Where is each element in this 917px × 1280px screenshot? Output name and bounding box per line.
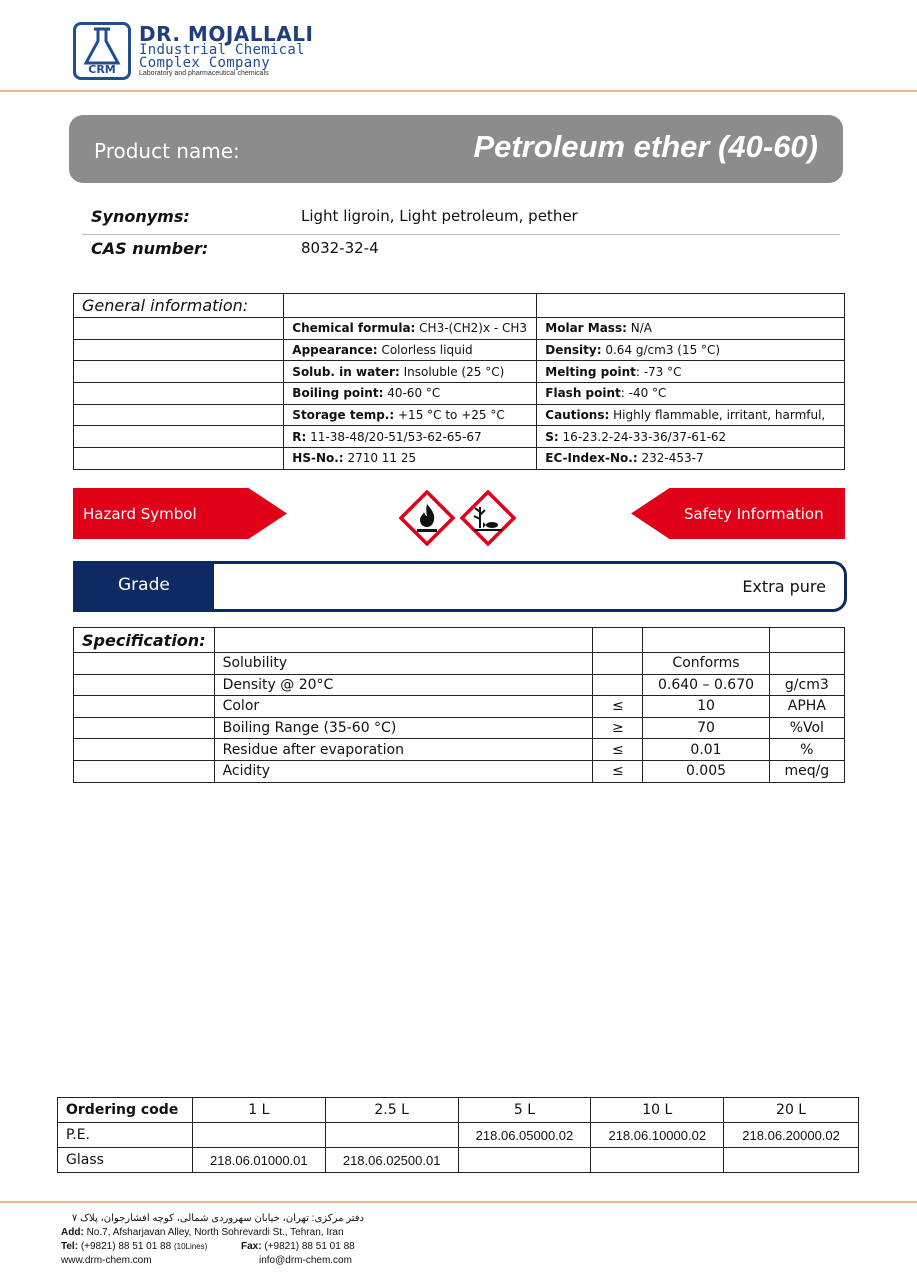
company-name-line1: Industrial Chemical [139,42,305,58]
table-row [74,383,845,405]
table-row [74,739,845,761]
spec-unit: meq/g [769,760,844,782]
specification-header: Specification: [74,628,215,653]
footer-email[interactable]: info@drm-chem.com [259,1255,352,1266]
table-row [74,628,845,653]
size-header: 20 L [724,1098,859,1123]
table-row [74,426,845,448]
size-header: 10 L [591,1098,724,1123]
footer-divider [0,1201,917,1203]
general-info-table [73,293,845,470]
spec-name: Residue after evaporation [214,739,593,761]
table-row [74,294,845,318]
spec-operator: ≤ [593,739,643,761]
cas-value: 8032-32-4 [301,239,379,257]
spec-value: 0.01 [643,739,769,761]
order-code [724,1148,859,1173]
general-cell: Solub. in water: Insoluble (25 °C) [284,361,537,383]
safety-information-label: Safety Information [684,505,824,523]
table-row [74,696,845,718]
general-cell: Cautions: Highly flammable, irritant, harmful, [537,404,845,426]
general-cell: Molar Mass: N/A [537,318,845,340]
svg-text:CRM: CRM [88,63,116,76]
general-cell: Boiling point: 40-60 °C [284,383,537,405]
spec-name: Solubility [214,653,593,675]
product-name-label: Product name: [94,139,240,163]
spec-operator [593,674,643,696]
spec-unit: % [769,739,844,761]
spec-name: Acidity [214,760,593,782]
spec-name: Boiling Range (35-60 °C) [214,717,593,739]
spec-value: 0.005 [643,760,769,782]
package-type: Glass [58,1148,193,1173]
company-tagline: Laboratory and pharmaceutical chemicals [139,70,269,77]
general-cell: EC-Index-No.: 232-453-7 [537,448,845,470]
package-type: P.E. [58,1123,193,1148]
table-row [58,1123,859,1148]
size-header: 1 L [192,1098,325,1123]
table-row [74,760,845,782]
order-code: 218.06.02500.01 [325,1148,458,1173]
spec-unit: %Vol [769,717,844,739]
order-code [591,1148,724,1173]
spec-operator: ≤ [593,760,643,782]
spec-name: Density @ 20°C [214,674,593,696]
company-name-line2: Complex Company [139,55,270,71]
spec-value: 0.640 – 0.670 [643,674,769,696]
spec-unit: g/cm3 [769,674,844,696]
spec-value: 70 [643,717,769,739]
table-row [74,318,845,340]
general-cell: Flash point: -40 °C [537,383,845,405]
spec-value: Conforms [643,653,769,675]
size-header: 5 L [458,1098,591,1123]
table-row [74,674,845,696]
table-row [74,653,845,675]
general-cell: Density: 0.64 g/cm3 (15 °C) [537,339,845,361]
spec-operator [593,653,643,675]
table-row [74,339,845,361]
field-divider [82,234,840,235]
general-cell: Storage temp.: +15 °C to +25 °C [284,404,537,426]
hazard-symbol-label: Hazard Symbol [83,505,197,523]
order-code [458,1148,591,1173]
table-row [58,1098,859,1123]
spec-value: 10 [643,696,769,718]
footer-fax: Fax: (+9821) 88 51 01 88 [241,1241,355,1252]
general-info-header: General information: [74,294,284,318]
spec-operator: ≤ [593,696,643,718]
order-code [325,1123,458,1148]
footer-persian-address: دفتر مرکزی: تهران، خیابان سهروردی شمالی، کوچه افشارجوان، پلاک ۷ [71,1213,364,1224]
order-code: 218.06.20000.02 [724,1123,859,1148]
general-cell: HS-No.: 2710 11 25 [284,448,537,470]
synonyms-value: Light ligroin, Light petroleum, pether [301,207,578,225]
ordering-code-header: Ordering code [58,1098,193,1123]
product-name: Petroleum ether (40-60) [473,129,818,164]
footer-tel: Tel: (+9821) 88 51 01 88 (10Lines) [61,1241,208,1252]
table-row [58,1148,859,1173]
spec-unit: APHA [769,696,844,718]
ordering-table [57,1097,859,1173]
general-cell: S: 16-23.2-24-33-36/37-61-62 [537,426,845,448]
general-cell: R: 11-38-48/20-51/53-62-65-67 [284,426,537,448]
grade-label: Grade [118,575,170,595]
company-logo [73,22,131,80]
general-cell: Appearance: Colorless liquid [284,339,537,361]
spec-unit [769,653,844,675]
spec-name: Color [214,696,593,718]
environment-pictogram-icon [460,490,516,546]
synonyms-label: Synonyms: [91,207,190,226]
company-brand: DR. MOJALLALI [139,22,314,46]
table-row [74,404,845,426]
spec-operator: ≥ [593,717,643,739]
header-divider [0,90,917,92]
order-code [192,1123,325,1148]
size-header: 2.5 L [325,1098,458,1123]
footer-address: Add: No.7, Afsharjavan Alley, North Sohrevardi St., Tehran, Iran [61,1227,344,1238]
grade-value: Extra pure [742,577,826,596]
order-code: 218.06.05000.02 [458,1123,591,1148]
table-row [74,717,845,739]
general-cell: Chemical formula: CH3-(CH2)x - CH3 [284,318,537,340]
flask-logo-icon [76,25,128,77]
table-row [74,448,845,470]
footer-website[interactable]: www.drm-chem.com [61,1255,152,1266]
cas-label: CAS number: [91,239,209,258]
flame-pictogram-icon [399,490,455,546]
order-code: 218.06.10000.02 [591,1123,724,1148]
general-cell: Melting point: -73 °C [537,361,845,383]
table-row [74,361,845,383]
order-code: 218.06.01000.01 [192,1148,325,1173]
specification-table [73,627,845,783]
